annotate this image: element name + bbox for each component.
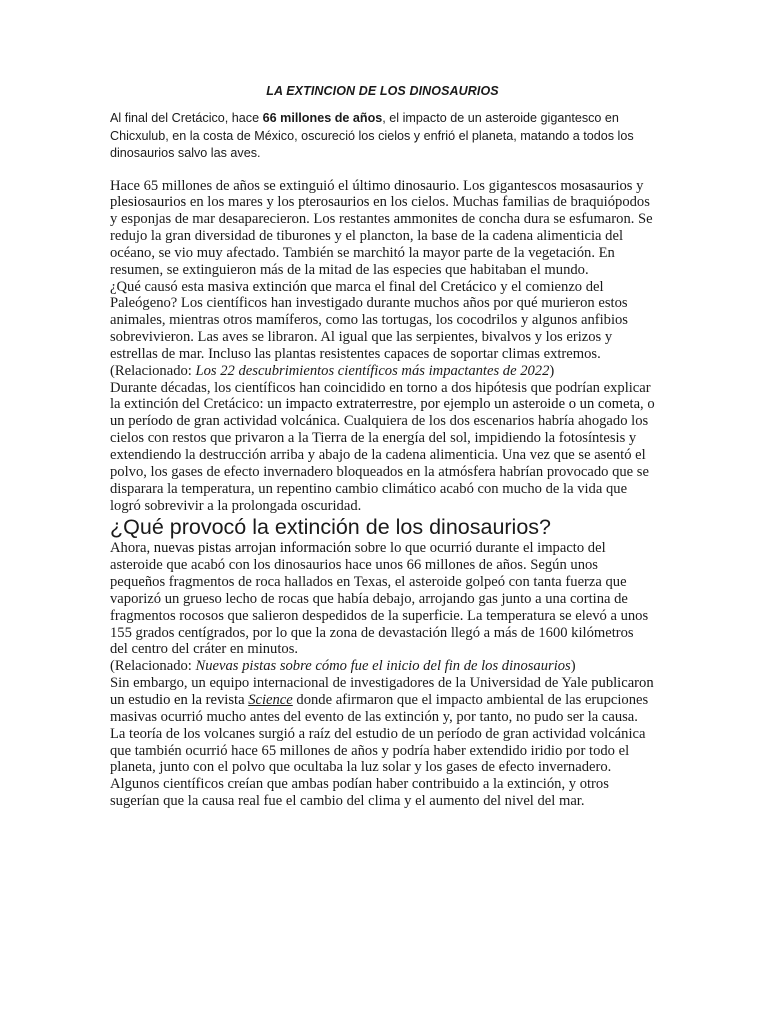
link-cretacico[interactable]: Cretácico (440, 278, 497, 295)
related-2-prefix: (Relacionado: (110, 658, 196, 675)
related-note-1 (110, 363, 655, 380)
p1-text-4: en los mares y los (186, 194, 299, 211)
p8-text-1: La teoría de los volcanes surgió a raíz del estudio de un período de gran actividad volcánica que también ocurrió hace 65 millones de años y podría haber extendido iridio por todo el planeta, junto con el polvo que ocultaba la luz solar y los gases de efecto invernadero. Algunos científicos creían que ambas podían haber contribuido a la extinción, y otros sugerían que la causa real fue el cambio del clima y el aumento del nivel del mar. (110, 725, 646, 810)
related-note-2 (110, 658, 655, 675)
link-nuevas-pistas[interactable]: nuevas pistas arrojan información (153, 540, 352, 557)
link-dinosaurio[interactable]: dinosaurio (394, 177, 456, 194)
paragraph-volcano-theory (110, 726, 655, 810)
p1-text-2: . Los gigantescos (455, 177, 561, 194)
related-2-suffix: ) (570, 658, 576, 675)
link-ammonites[interactable]: ammonites (393, 211, 458, 228)
link-impacto-extraterrestre[interactable]: un impacto extraterrestre, por ejemplo un asteroide o un cometa (267, 396, 641, 413)
paragraph-new-clues (110, 540, 655, 658)
intro-text-2: , el impacto de un asteroide gigantesco en Chicxulub, en la costa de México, oscureció los cielos y enfrió el planeta, matando a todos los dinosaurios salvo las aves. (110, 111, 634, 160)
section-heading: ¿Qué provocó la extinción de los dinosaurios? (110, 515, 552, 540)
related-link-descubrimientos[interactable]: Los 22 descubrimientos científicos más impactantes de 2022 (195, 362, 550, 379)
p1-text-6: de concha dura se esfumaron. Se redujo la gran diversidad de tiburones y el plancton, la base de la cadena alimenticia del océano, se vio muy afectado. También se marchitó la mayor parte de la vegetación. En resumen, se extinguieron más de la mitad de las especies que habitaban el mundo. (110, 211, 653, 278)
related-link-nuevas-pistas[interactable]: Nuevas pistas sobre cómo fue el inicio del fin de los dinosaurios (195, 658, 571, 675)
link-mosasaurios[interactable]: mosasaurios (560, 177, 633, 194)
related-1-prefix: (Relacionado: (110, 362, 196, 379)
related-1-suffix: ) (549, 362, 555, 379)
p1-text-1: Hace 65 millones de años se extinguió el último (110, 177, 395, 194)
paragraph-hypotheses (110, 380, 655, 515)
link-publicaron-estudio[interactable]: publicaron un estudio en la revista (110, 675, 654, 708)
p2-text-3: y el comienzo del Paleógeno? Los científicos han investigado durante muchos años por qué murieron estos animales, mientras otros mamíferos, como las tortugas, los cocodrilos y algunos anfibios sobrevivieron. Las aves se libraron. Al igual que las serpientes, bivalvos y los erizos y estrellas de mar. Incluso las plantas resistentes capaces de soportar climas extremos. (110, 278, 628, 362)
p4-text-3: . Cualquiera de los dos escenarios habría ahogado los cielos con restos que privaron a la Tierra de la energía del sol, impidiendo la fotosíntesis y extendiendo la destrucción arriba y abajo de la cadena alimenticia. Una vez que se asentó el polvo, los gases de efecto invernadero bloqueados en la atmósfera habrían provocado que se disparara la temperatura, un repentino cambio climático acabó con mucho de la vida que logró sobrevivir a la prolongada oscuridad. (110, 413, 649, 514)
paragraph-yale-study (110, 675, 655, 726)
p2-text-2: que marca el final del (306, 278, 441, 295)
intro-bold-date: 66 millones de años (262, 111, 383, 125)
link-pterosaurios[interactable]: pterosaurios (298, 194, 370, 211)
p7-text-2: donde afirmaron que el impacto ambiental de las erupciones masivas ocurrió mucho antes del evento de las extinción y, por tanto, no pudo ser la causa. (110, 691, 649, 725)
link-plesiosaurios[interactable]: plesiosaurios (110, 194, 187, 211)
link-actividad-volcanica[interactable]: un período de gran actividad volcánica (110, 413, 337, 430)
intro-text-1: Al final del Cretácico, hace (110, 111, 263, 125)
p7-text-1: Sin embargo, un equipo internacional de investigadores de la Universidad de Yale (110, 675, 592, 692)
link-science[interactable]: Science (248, 691, 293, 708)
document-title: LA EXTINCION DE LOS DINOSAURIOS (266, 84, 499, 98)
p1-text-5: en los cielos. Muchas familias de braquiópodos y esponjas de mar desaparecieron. Los restantes (110, 194, 650, 228)
p1-text-3: y (632, 177, 644, 194)
p4-text-1: Durante décadas, los científicos han coincidido en torno a dos hipótesis que podrían explicar la extinción del Cretácico: (110, 379, 651, 413)
paragraph-extinction-overview (110, 178, 655, 279)
p4-text-2: , o (640, 396, 655, 413)
p5-text-1: Ahora, (110, 540, 154, 557)
paragraph-cause-question (110, 279, 655, 363)
p2-text-1: ¿Qué causó esta (110, 278, 208, 295)
link-masiva-extincion[interactable]: masiva extinción (207, 278, 307, 295)
intro-paragraph (110, 110, 655, 163)
p5-text-2: sobre lo que ocurrió durante el impacto del asteroide que acabó con los dinosaurios hace unos 66 millones de años. Según unos pequeños fragmentos de roca hallados en Texas, el asteroide golpeó con tanta fuerza que vaporizó un grueso lecho de rocas que había debajo, arrojando gas junto a una cortina de fragmentos rocosos que salieron despedidos de la superficie. La temperatura se elevó a unos 155 grados centígrados, por lo que la zona de devastación llegó a más de 1600 kilómetros del centro del cráter en minutos. (110, 540, 649, 658)
document-page (110, 84, 655, 810)
